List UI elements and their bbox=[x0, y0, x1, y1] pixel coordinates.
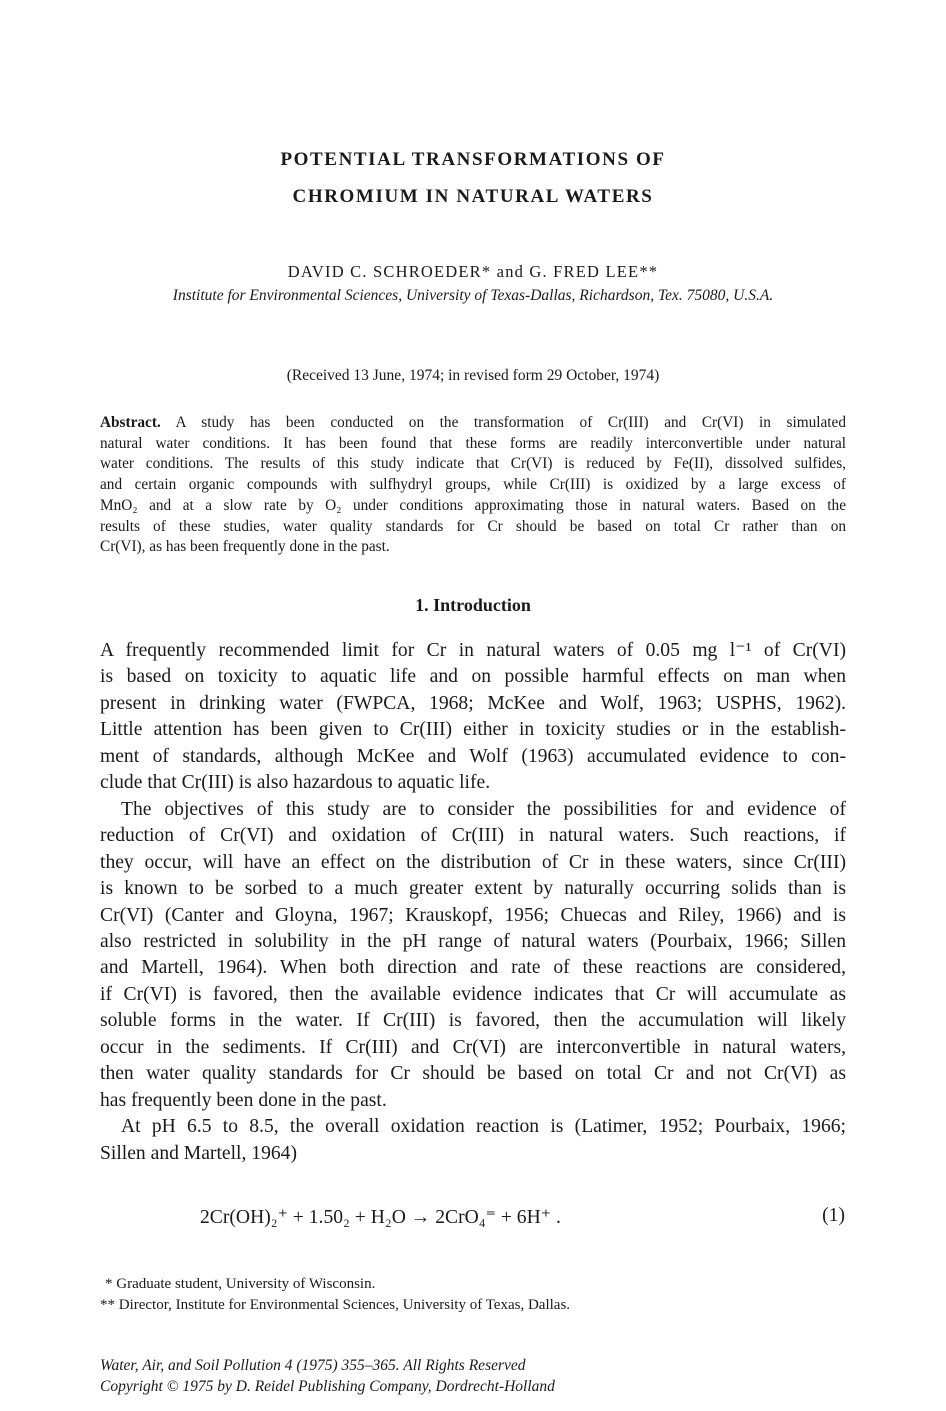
abstract-line: water conditions. The results of this study indicate that Cr(VI) is reduced by Fe(II), dissolved sulfides, bbox=[100, 455, 846, 473]
text-line: ment of standards, although McKee and Wolf (1963) accumulated evidence to con- bbox=[100, 745, 846, 767]
abstract-line bbox=[100, 413, 846, 434]
text-line: also restricted in solubility in the pH range of natural waters (Pourbaix, 1966; Sillen bbox=[100, 930, 846, 952]
abstract-line: Cr(VI), as has been frequently done in the past. bbox=[100, 538, 390, 556]
journal-citation: Water, Air, and Soil Pollution 4 (1975) 355–365. All Rights Reserved bbox=[100, 1357, 526, 1374]
abstract-line: results of these studies, water quality standards for Cr should be based on total Cr rather than on bbox=[100, 517, 846, 535]
footnote-1: * Graduate student, University of Wisconsin. bbox=[105, 1276, 376, 1292]
abstract-line: and certain organic compounds with sulfhydryl groups, while Cr(III) is oxidized by a large excess of bbox=[100, 476, 846, 494]
text-line: if Cr(VI) is favored, then the available evidence indicates that Cr will accumulate as bbox=[100, 983, 846, 1005]
text-line: has frequently been done in the past. bbox=[100, 1089, 387, 1111]
abstract-line: natural water conditions. It has been found that these forms are readily interconvertible under natural bbox=[100, 434, 846, 452]
text-line: is known to be sorbed to a much greater extent by naturally occurring solids than is bbox=[100, 878, 846, 900]
abstract-line: MnO₂ and at a slow rate by O₂ under conditions approximating those in natural waters. Based on the bbox=[100, 496, 846, 514]
text-line: soluble forms in the water. If Cr(III) is favored, then the accumulation will likely bbox=[100, 1010, 846, 1032]
text-line: Sillen and Martell, 1964) bbox=[100, 1142, 297, 1164]
text-line: they occur, will have an effect on the distribution of Cr in these waters, since Cr(III) bbox=[100, 851, 846, 873]
section-heading: 1. Introduction bbox=[415, 595, 531, 615]
text-line: A frequently recommended limit for Cr in natural waters of 0.05 mg l⁻¹ of Cr(VI) bbox=[100, 640, 846, 661]
text-line: clude that Cr(III) is also hazardous to aquatic life. bbox=[100, 772, 491, 794]
paragraph bbox=[100, 1114, 846, 1167]
text-line: and Martell, 1964). When both direction and rate of these reactions are considered, bbox=[100, 957, 846, 979]
abstract bbox=[100, 413, 846, 558]
title-line-1: POTENTIAL TRANSFORMATIONS OF bbox=[280, 149, 666, 170]
received-date: (Received 13 June, 1974; in revised form 29 October, 1974) bbox=[286, 367, 660, 384]
equation: 2Cr(OH)₂⁺ + 1.50₂ + H₂O → 2CrO₄⁼ + 6H⁺ . bbox=[200, 1207, 561, 1228]
footnote-2: ** Director, Institute for Environmental Sciences, University of Texas, Dallas. bbox=[100, 1297, 571, 1313]
text-line: reduction of Cr(VI) and oxidation of Cr(III) in natural waters. Such reactions, if bbox=[100, 825, 846, 847]
text-line: present in drinking water (FWPCA, 1968; McKee and Wolf, 1963; USPHS, 1962). bbox=[100, 692, 846, 714]
text-line: is based on toxicity to aquatic life and on possible harmful effects on man when bbox=[100, 666, 846, 688]
text-line: occur in the sediments. If Cr(III) and Cr(VI) are interconvertible in natural waters, bbox=[100, 1036, 846, 1058]
abstract-text: A study has been conducted on the transformation of Cr(III) and Cr(VI) in simulated bbox=[175, 414, 846, 431]
affiliation: Institute for Environmental Sciences, University of Texas-Dallas, Richardson, Tex. 75080, U.S.A. bbox=[172, 287, 774, 304]
text-line: The objectives of this study are to consider the possibilities for and evidence of bbox=[121, 798, 846, 820]
copyright: Copyright © 1975 by D. Reidel Publishing Company, Dordrecht-Holland bbox=[100, 1378, 555, 1395]
abstract-label: Abstract. bbox=[100, 414, 161, 431]
paragraph bbox=[100, 638, 846, 797]
authors: DAVID C. SCHROEDER* and G. FRED LEE** bbox=[287, 262, 659, 281]
text-line: At pH 6.5 to 8.5, the overall oxidation reaction is (Latimer, 1952; Pourbaix, 1966; bbox=[121, 1116, 846, 1138]
text-line: Little attention has been given to Cr(III) either in toxicity studies or in the establish- bbox=[100, 719, 846, 741]
title-line-2: CHROMIUM IN NATURAL WATERS bbox=[292, 186, 654, 207]
text-line: then water quality standards for Cr should be based on total Cr and not Cr(VI) as bbox=[100, 1063, 846, 1085]
equation-number: (1) bbox=[822, 1205, 845, 1226]
text-line: Cr(VI) (Canter and Gloyna, 1967; Krauskopf, 1956; Chuecas and Riley, 1966) and is bbox=[100, 904, 846, 926]
paragraph bbox=[100, 797, 846, 1114]
body-text bbox=[100, 638, 846, 1167]
